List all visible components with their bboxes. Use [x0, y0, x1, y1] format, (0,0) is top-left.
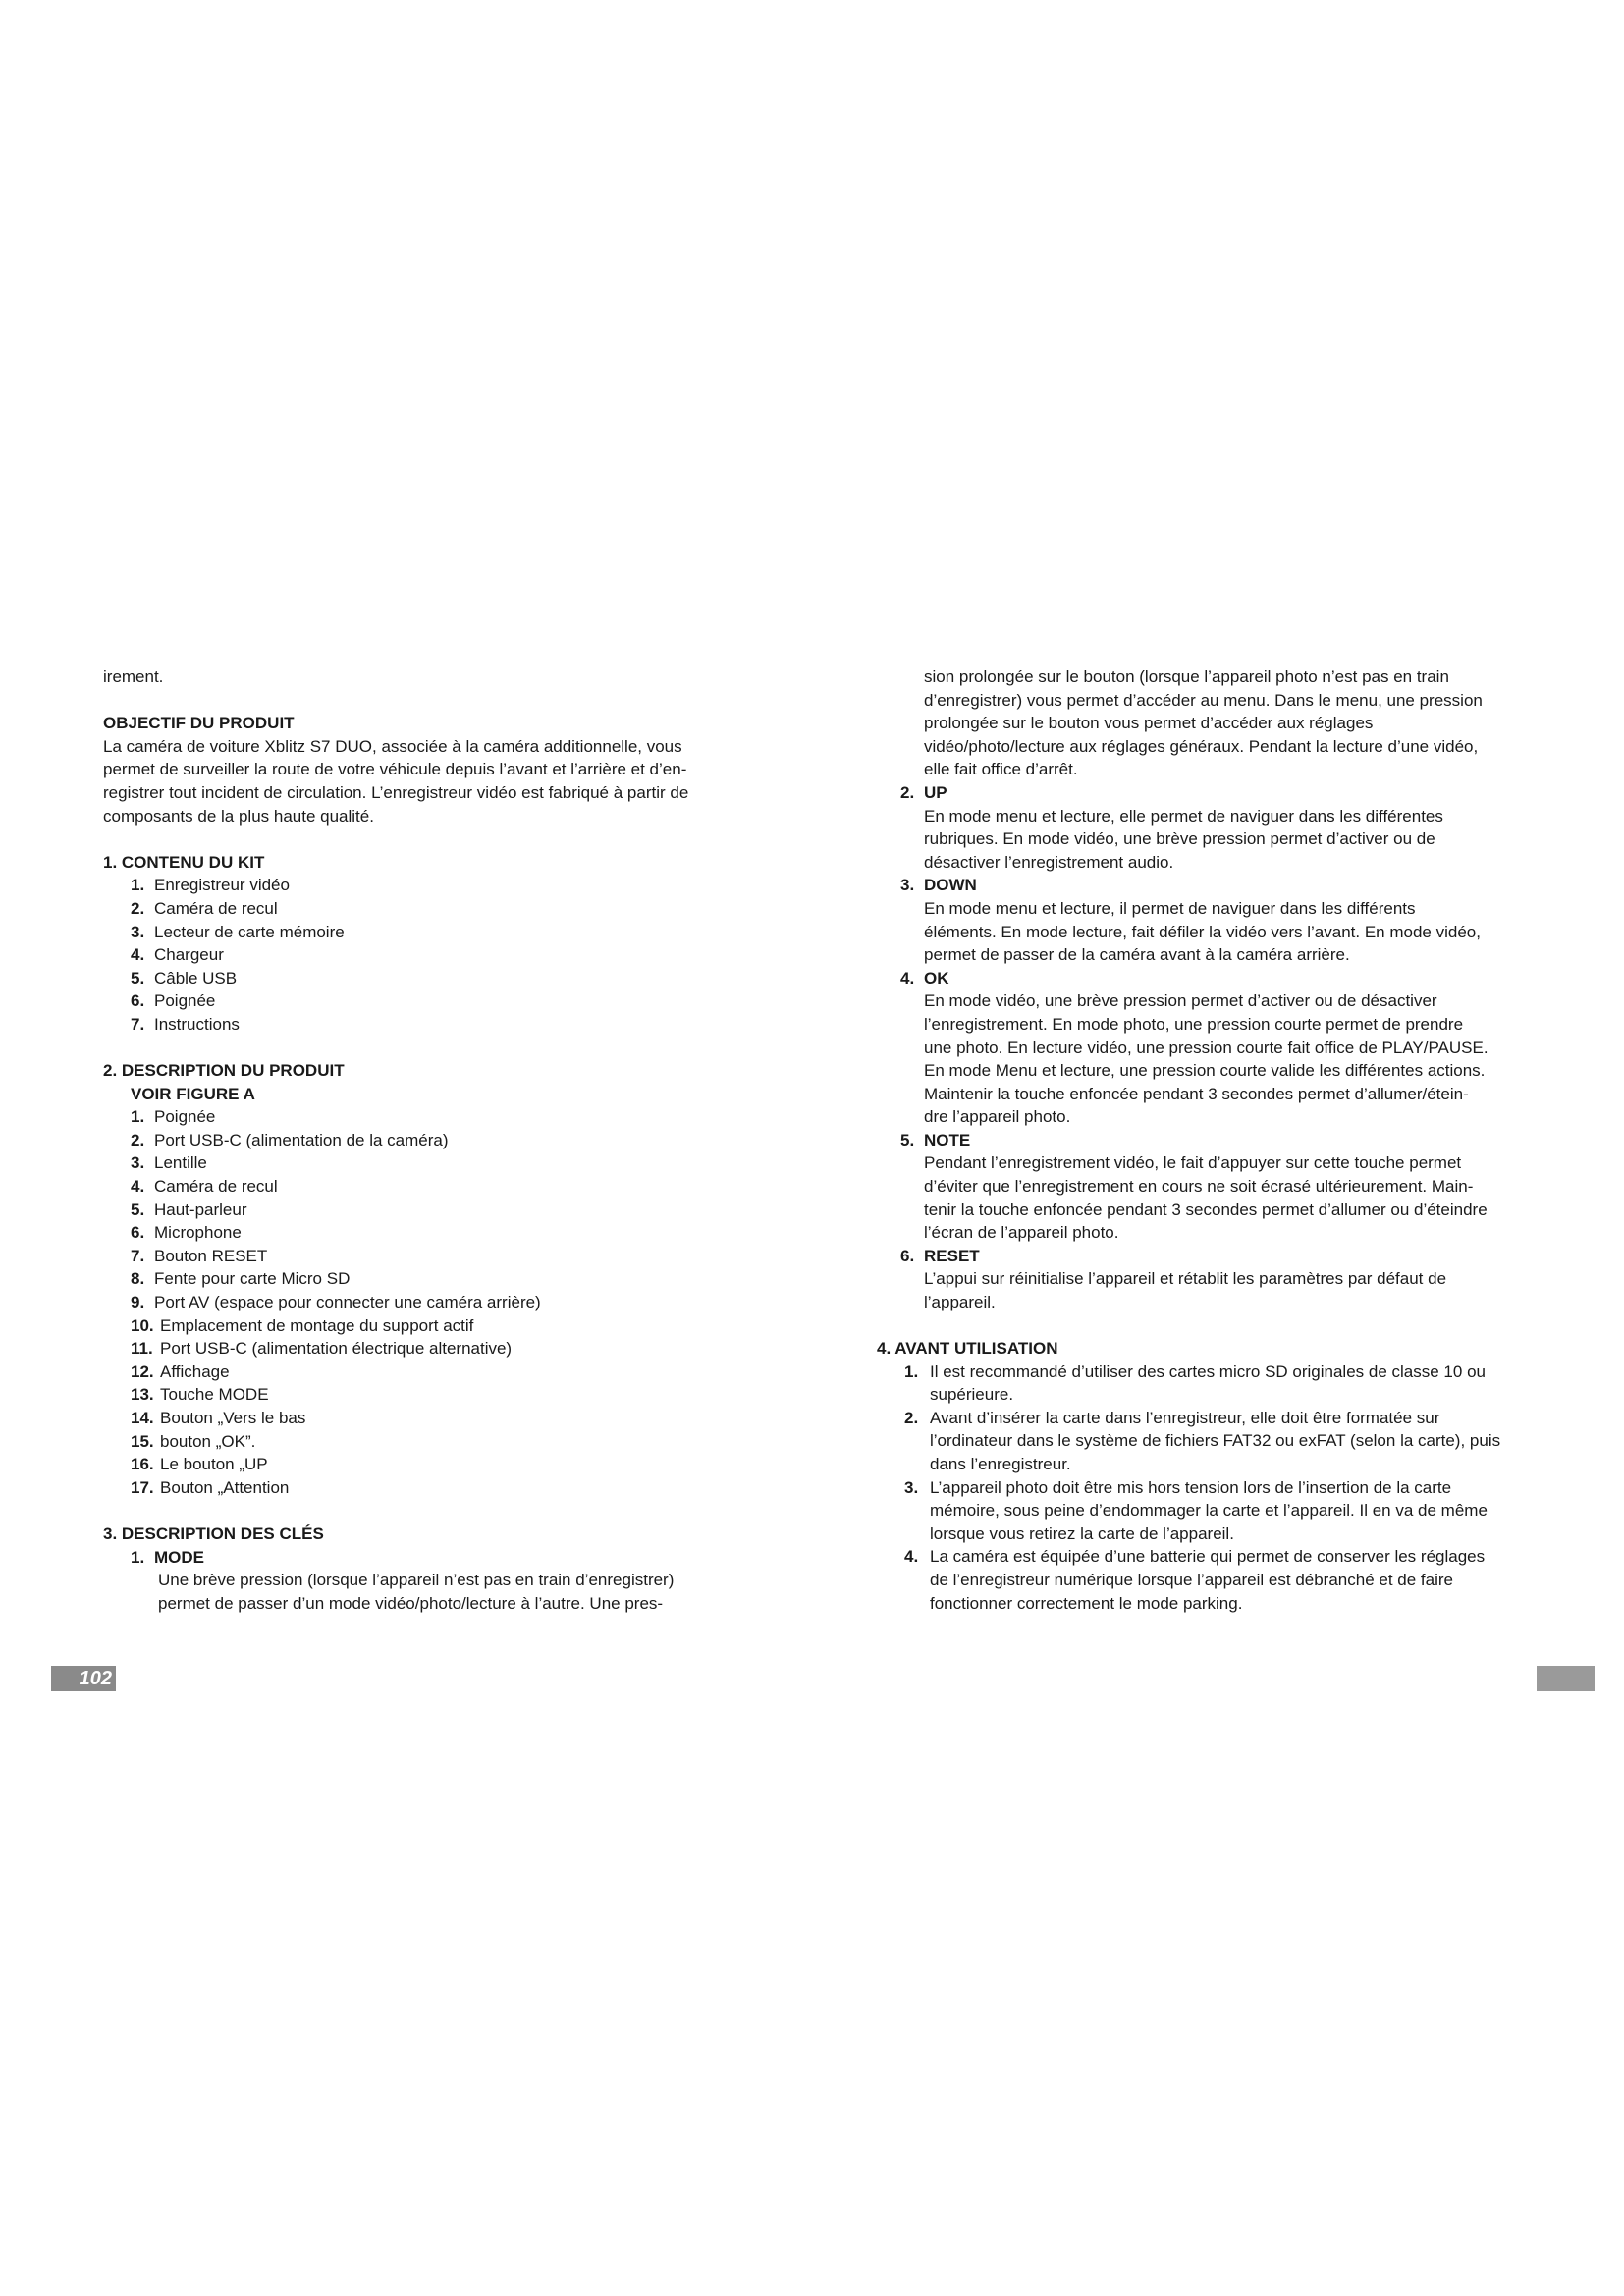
figure-reference: VOIR FIGURE A [131, 1084, 255, 1103]
item-text: Microphone [154, 1223, 242, 1243]
item-number: 6. [131, 1223, 145, 1243]
description-item [103, 1199, 751, 1222]
item-number: 1. [131, 1547, 145, 1567]
item-number: 8. [131, 1269, 145, 1289]
mode-continued-line: elle fait office d’arrêt. [924, 760, 1078, 779]
description-item [103, 1151, 751, 1175]
description-item [103, 1245, 751, 1268]
description-item [103, 1105, 751, 1129]
mode-continued-line: prolongée sur le bouton vous permet d’accéder aux réglages [924, 714, 1374, 733]
before-use-line: Avant d’insérer la carte dans l’enregistreur, elle doit être formatée sur [930, 1408, 1440, 1427]
item-text: Caméra de recul [154, 1177, 278, 1197]
item-text: Bouton RESET [154, 1246, 268, 1265]
description-item [103, 1476, 751, 1500]
key-name: OK [924, 968, 949, 988]
key-note-line: d’éviter que l’enregistrement en cours ne soit écrasé ultérieurement. Main- [924, 1177, 1474, 1197]
page-edge-bar [1537, 1666, 1595, 1691]
item-text: Enregistreur vidéo [154, 876, 290, 895]
item-number: 10. [131, 1315, 154, 1335]
key-mode-line: Une brève pression (lorsque l’appareil n’est pas en train d’enregistrer) [158, 1571, 675, 1590]
key-note-line: tenir la touche enfoncée pendant 3 secondes permet d’allumer ou d’éteindre [924, 1200, 1488, 1219]
before-use-line: supérieure. [930, 1385, 1014, 1405]
item-text: bouton „OK”. [160, 1431, 256, 1451]
before-use-line: mémoire, sous peine d’endommager la carte et l’appareil. Il en va de même [930, 1501, 1488, 1521]
item-text: Poignée [154, 991, 216, 1011]
item-number: 4. [131, 945, 145, 965]
item-number: 2. [900, 782, 915, 802]
before-use-line: L’appareil photo doit être mis hors tension lors de l’insertion de la carte [930, 1477, 1452, 1497]
description-heading: 2. DESCRIPTION DU PRODUIT [103, 1061, 345, 1081]
item-text: Le bouton „UP [160, 1455, 268, 1474]
mode-continued-line: vidéo/photo/lecture aux réglages généraux. Pendant la lecture d’une vidéo, [924, 736, 1479, 756]
key-name: UP [924, 782, 947, 802]
key-down-line: En mode menu et lecture, il permet de naviguer dans les différents [924, 898, 1416, 918]
key-down-heading [900, 874, 1539, 897]
kit-item [103, 1013, 751, 1037]
item-text: Câble USB [154, 968, 238, 988]
keys-heading: 3. DESCRIPTION DES CLÉS [103, 1523, 324, 1543]
intro-fragment: irement. [103, 667, 164, 686]
item-number: 1. [131, 1107, 145, 1127]
item-number: 6. [131, 991, 145, 1011]
key-mode-line: permet de passer d’un mode vidéo/photo/lecture à l’autre. Une pres- [158, 1593, 664, 1613]
item-number: 4. [900, 968, 915, 988]
before-use-section [877, 1337, 1544, 1615]
key-name: NOTE [924, 1130, 971, 1149]
key-ok-heading [900, 967, 1539, 990]
key-note-line: Pendant l’enregistrement vidéo, le fait d’appuyer sur cette touche permet [924, 1153, 1462, 1173]
description-item [103, 1383, 751, 1407]
key-ok-line: dre l’appareil photo. [924, 1107, 1071, 1127]
item-number: 9. [131, 1293, 145, 1312]
item-number: 1. [131, 876, 145, 895]
before-use-line: l’ordinateur dans le système de fichiers FAT32 ou exFAT (selon la carte), puis [930, 1431, 1501, 1451]
before-use-item [877, 1407, 1544, 1476]
kit-item [103, 989, 751, 1013]
item-text: Haut-parleur [154, 1200, 247, 1219]
description-item [103, 1453, 751, 1476]
item-text: Caméra de recul [154, 898, 278, 918]
page-number-badge: 102 [51, 1666, 116, 1691]
kit-heading: 1. CONTENU DU KIT [103, 852, 265, 872]
left-column [103, 666, 751, 1615]
before-use-heading: 4. AVANT UTILISATION [877, 1339, 1058, 1358]
key-up-line: désactiver l’enregistrement audio. [924, 852, 1174, 872]
objective-line: composants de la plus haute qualité. [103, 806, 374, 826]
before-use-item [877, 1361, 1544, 1407]
key-name: RESET [924, 1246, 980, 1265]
kit-item [103, 874, 751, 897]
item-text: Emplacement de montage du support actif [160, 1315, 474, 1335]
key-ok-line: une photo. En lecture vidéo, une pression courte fait office de PLAY/PAUSE. [924, 1038, 1489, 1057]
item-text: Lentille [154, 1153, 207, 1173]
item-number: 3. [900, 876, 915, 895]
description-item [103, 1407, 751, 1430]
item-text: Instructions [154, 1014, 240, 1034]
description-item [103, 1291, 751, 1314]
objective-line: La caméra de voiture Xblitz S7 DUO, associée à la caméra additionnelle, vous [103, 736, 682, 756]
description-item [103, 1361, 751, 1384]
item-number: 4. [904, 1547, 919, 1567]
objective-line: registrer tout incident de circulation. L’enregistreur vidéo est fabriqué à partir de [103, 782, 689, 802]
item-number: 3. [904, 1477, 919, 1497]
description-item [103, 1267, 751, 1291]
item-number: 16. [131, 1455, 154, 1474]
item-number: 11. [131, 1339, 153, 1359]
key-reset-line: L’appui sur réinitialise l’appareil et rétablit les paramètres par défaut de [924, 1269, 1447, 1289]
key-ok-line: En mode vidéo, une brève pression permet d’activer ou de désactiver [924, 991, 1437, 1011]
item-number: 3. [131, 922, 145, 941]
item-text: Touche MODE [160, 1385, 269, 1405]
key-up-heading [900, 781, 1539, 805]
before-use-item [877, 1545, 1544, 1615]
key-reset-heading [900, 1245, 1539, 1268]
before-use-item [877, 1476, 1544, 1546]
before-use-line: La caméra est équipée d’une batterie qui permet de conserver les réglages [930, 1547, 1486, 1567]
description-item [103, 1175, 751, 1199]
item-text: Lecteur de carte mémoire [154, 922, 345, 941]
item-number: 14. [131, 1409, 154, 1427]
key-ok-line: Maintenir la touche enfoncée pendant 3 secondes permet d’allumer/étein- [924, 1084, 1469, 1103]
kit-item [103, 897, 751, 921]
description-item [103, 1337, 751, 1361]
item-number: 1. [904, 1362, 919, 1381]
key-name: DOWN [924, 876, 977, 895]
item-text: Chargeur [154, 945, 224, 965]
key-up-line: En mode menu et lecture, elle permet de naviguer dans les différentes [924, 806, 1443, 826]
mode-continued-line: d’enregistrer) vous permet d’accéder au menu. Dans le menu, une pression [924, 690, 1483, 710]
item-text: Port USB-C (alimentation de la caméra) [154, 1130, 449, 1149]
before-use-line: fonctionner correctement le mode parking. [930, 1593, 1243, 1613]
description-item [103, 1221, 751, 1245]
key-down-line: permet de passer de la caméra avant à la caméra arrière. [924, 945, 1350, 965]
item-number: 17. [131, 1477, 154, 1497]
item-number: 5. [131, 1200, 145, 1219]
key-ok-line: l’enregistrement. En mode photo, une pression courte permet de prendre [924, 1014, 1464, 1034]
item-number: 6. [900, 1246, 915, 1265]
key-name: MODE [154, 1547, 204, 1567]
right-column [900, 666, 1539, 1314]
item-text: Bouton „Vers le bas [160, 1409, 306, 1427]
item-text: Port AV (espace pour connecter une caméra arrière) [154, 1293, 541, 1312]
item-number: 2. [904, 1408, 919, 1427]
kit-item [103, 943, 751, 967]
item-number: 7. [131, 1246, 145, 1265]
description-item [103, 1430, 751, 1454]
item-number: 12. [131, 1362, 154, 1381]
item-text: Port USB-C (alimentation électrique alternative) [160, 1339, 513, 1359]
item-text: Affichage [160, 1362, 230, 1381]
kit-item [103, 967, 751, 990]
key-up-line: rubriques. En mode vidéo, une brève pression permet d’activer ou de [924, 829, 1435, 849]
item-text: Bouton „Attention [160, 1477, 290, 1497]
item-text: Poignée [154, 1107, 216, 1127]
item-number: 5. [900, 1130, 915, 1149]
item-number: 2. [131, 1130, 145, 1149]
description-item [103, 1129, 751, 1152]
item-number: 7. [131, 1014, 145, 1034]
key-mode-heading [103, 1546, 751, 1570]
key-note-line: l’écran de l’appareil photo. [924, 1223, 1119, 1243]
before-use-line: Il est recommandé d’utiliser des cartes micro SD originales de classe 10 ou [930, 1362, 1486, 1381]
description-item [103, 1314, 751, 1338]
key-ok-line: En mode Menu et lecture, une pression courte valide les différentes actions. [924, 1061, 1486, 1081]
key-note-heading [900, 1129, 1539, 1152]
item-number: 3. [131, 1153, 145, 1173]
item-number: 5. [131, 968, 145, 988]
objective-line: permet de surveiller la route de votre véhicule depuis l’avant et l’arrière et d’en- [103, 760, 687, 779]
kit-item [103, 921, 751, 944]
item-number: 13. [131, 1385, 154, 1405]
item-number: 4. [131, 1177, 145, 1197]
key-reset-line: l’appareil. [924, 1293, 996, 1312]
before-use-line: de l’enregistreur numérique lorsque l’appareil est débranché et de faire [930, 1570, 1453, 1589]
objective-heading: OBJECTIF DU PRODUIT [103, 714, 295, 733]
item-number: 2. [131, 898, 145, 918]
item-number: 15. [131, 1431, 154, 1451]
before-use-line: dans l’enregistreur. [930, 1454, 1071, 1473]
key-down-line: éléments. En mode lecture, fait défiler la vidéo vers l’avant. En mode vidéo, [924, 922, 1481, 941]
before-use-line: lorsque vous retirez la carte de l’appareil. [930, 1523, 1234, 1543]
item-text: Fente pour carte Micro SD [154, 1269, 351, 1289]
mode-continued-line: sion prolongée sur le bouton (lorsque l’appareil photo n’est pas en train [924, 667, 1449, 686]
